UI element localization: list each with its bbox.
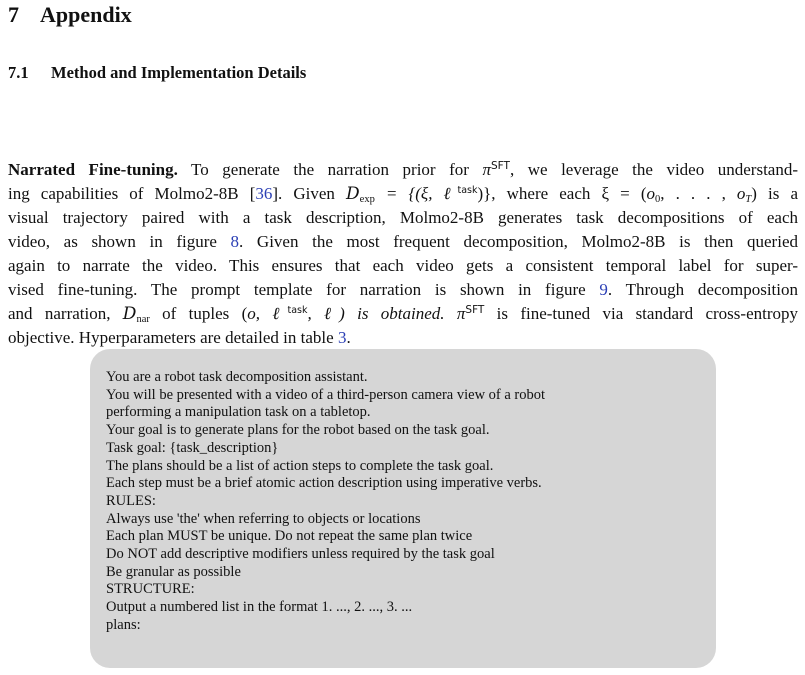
math-text: o — [247, 304, 256, 323]
math-text: , . . . , — [660, 184, 737, 203]
paragraph-text: . Through decomposition — [607, 280, 798, 299]
paragraph-text: ) is a — [751, 184, 798, 203]
prompt-line: You are a robot task decomposition assistant. — [106, 369, 368, 385]
math-subscript: 0 — [654, 194, 661, 205]
subsection-number: 7.1 — [8, 63, 29, 82]
prompt-line: Always use 'the' when referring to objects or locations — [106, 510, 421, 527]
prompt-line: Task goal: {task_description} — [106, 439, 279, 456]
math-text: = {(ξ, ℓ — [374, 184, 458, 203]
body-paragraph — [8, 158, 798, 350]
paragraph-text: is fine-tuned via standard cross-entropy — [484, 304, 799, 323]
paragraph-line — [8, 230, 798, 254]
math-sft-superscript: SFT — [491, 160, 510, 172]
paragraph-text: ]. Given — [272, 184, 347, 203]
math-superscript: task — [457, 185, 478, 196]
prompt-lines — [106, 369, 545, 635]
math-text: , ℓ — [255, 304, 288, 323]
paragraph-text: of tuples ( — [149, 304, 248, 323]
prompt-line: performing a manipulation task on a tabletop. — [106, 404, 371, 421]
paragraph-text: To generate the narration prior for — [177, 160, 483, 179]
paragraph-text: video, as shown in figure — [8, 232, 231, 251]
table-link[interactable]: 3 — [337, 328, 347, 347]
prompt-line: plans: — [106, 616, 141, 633]
section-title: Appendix — [40, 2, 132, 27]
math-d-nar: D — [122, 304, 137, 324]
prompt-template-box — [90, 349, 716, 668]
math-text: o — [736, 184, 746, 203]
paragraph-text: objective. Hyperparameters are detailed in table — [8, 328, 338, 347]
paragraph-line — [8, 278, 798, 302]
paragraph-line: visual trajectory paired with a task description, Molmo2-8B generates task decompositions of each — [8, 208, 798, 227]
prompt-line: You will be presented with a video of a third-person camera view of a robot — [106, 386, 546, 403]
math-text: o — [646, 184, 655, 203]
prompt-line: Do NOT add descriptive modifiers unless required by the task goal — [106, 546, 495, 563]
prompt-line: Your goal is to generate plans for the robot based on the task goal. — [106, 422, 490, 439]
math-pi: π — [456, 304, 466, 323]
paragraph-line — [8, 326, 798, 350]
math-text: , ℓ) is obtained. — [307, 304, 457, 323]
citation-link[interactable]: 36 — [255, 184, 273, 203]
paragraph-line — [8, 158, 798, 182]
figure-link[interactable]: 8 — [230, 232, 240, 251]
paragraph-text: , we leverage the video understand- — [509, 160, 798, 179]
figure-link[interactable]: 9 — [599, 280, 608, 299]
section-number: 7 — [8, 2, 19, 27]
math-sft-superscript: SFT — [465, 304, 485, 316]
prompt-line: Output a numbered list in the format 1. ..., 2. ..., 3. ... — [106, 599, 413, 616]
prompt-line: The plans should be a list of action steps to complete the task goal. — [106, 457, 494, 474]
prompt-line: RULES: — [106, 492, 156, 509]
paragraph-line — [8, 302, 798, 326]
paragraph-lead: Narrated Fine-tuning. — [8, 160, 178, 179]
math-superscript: task — [287, 305, 308, 316]
paragraph-text: and narration, — [8, 304, 123, 323]
paragraph-line — [8, 182, 798, 206]
paragraph-text: vised fine-tuning. The prompt template for narration is shown in figure — [8, 280, 600, 299]
subsection-heading — [8, 63, 306, 83]
section-heading — [8, 2, 132, 28]
subsection-title: Method and Implementation Details — [51, 63, 307, 82]
paragraph-text: . — [346, 328, 351, 347]
math-subscript: exp — [359, 194, 375, 205]
math-subscript: T — [745, 194, 752, 205]
paragraph-text: )}, where each ξ = ( — [477, 184, 647, 203]
prompt-line: Each step must be a brief atomic action description using imperative verbs. — [106, 475, 542, 492]
math-d-exp: D — [346, 184, 360, 204]
math-subscript: nar — [136, 314, 150, 325]
prompt-line: STRUCTURE: — [106, 581, 195, 598]
prompt-line: Be granular as possible — [106, 563, 241, 580]
paragraph-line: again to narrate the video. This ensures that each video gets a consistent temporal label for super- — [8, 256, 798, 275]
prompt-line: Each plan MUST be unique. Do not repeat the same plan twice — [106, 528, 473, 545]
paragraph-text: . Given the most frequent decomposition, Molmo2-8B is then queried — [239, 232, 798, 251]
math-pi: π — [482, 160, 491, 179]
paragraph-text: ing capabilities of Molmo2-8B [ — [8, 184, 256, 203]
